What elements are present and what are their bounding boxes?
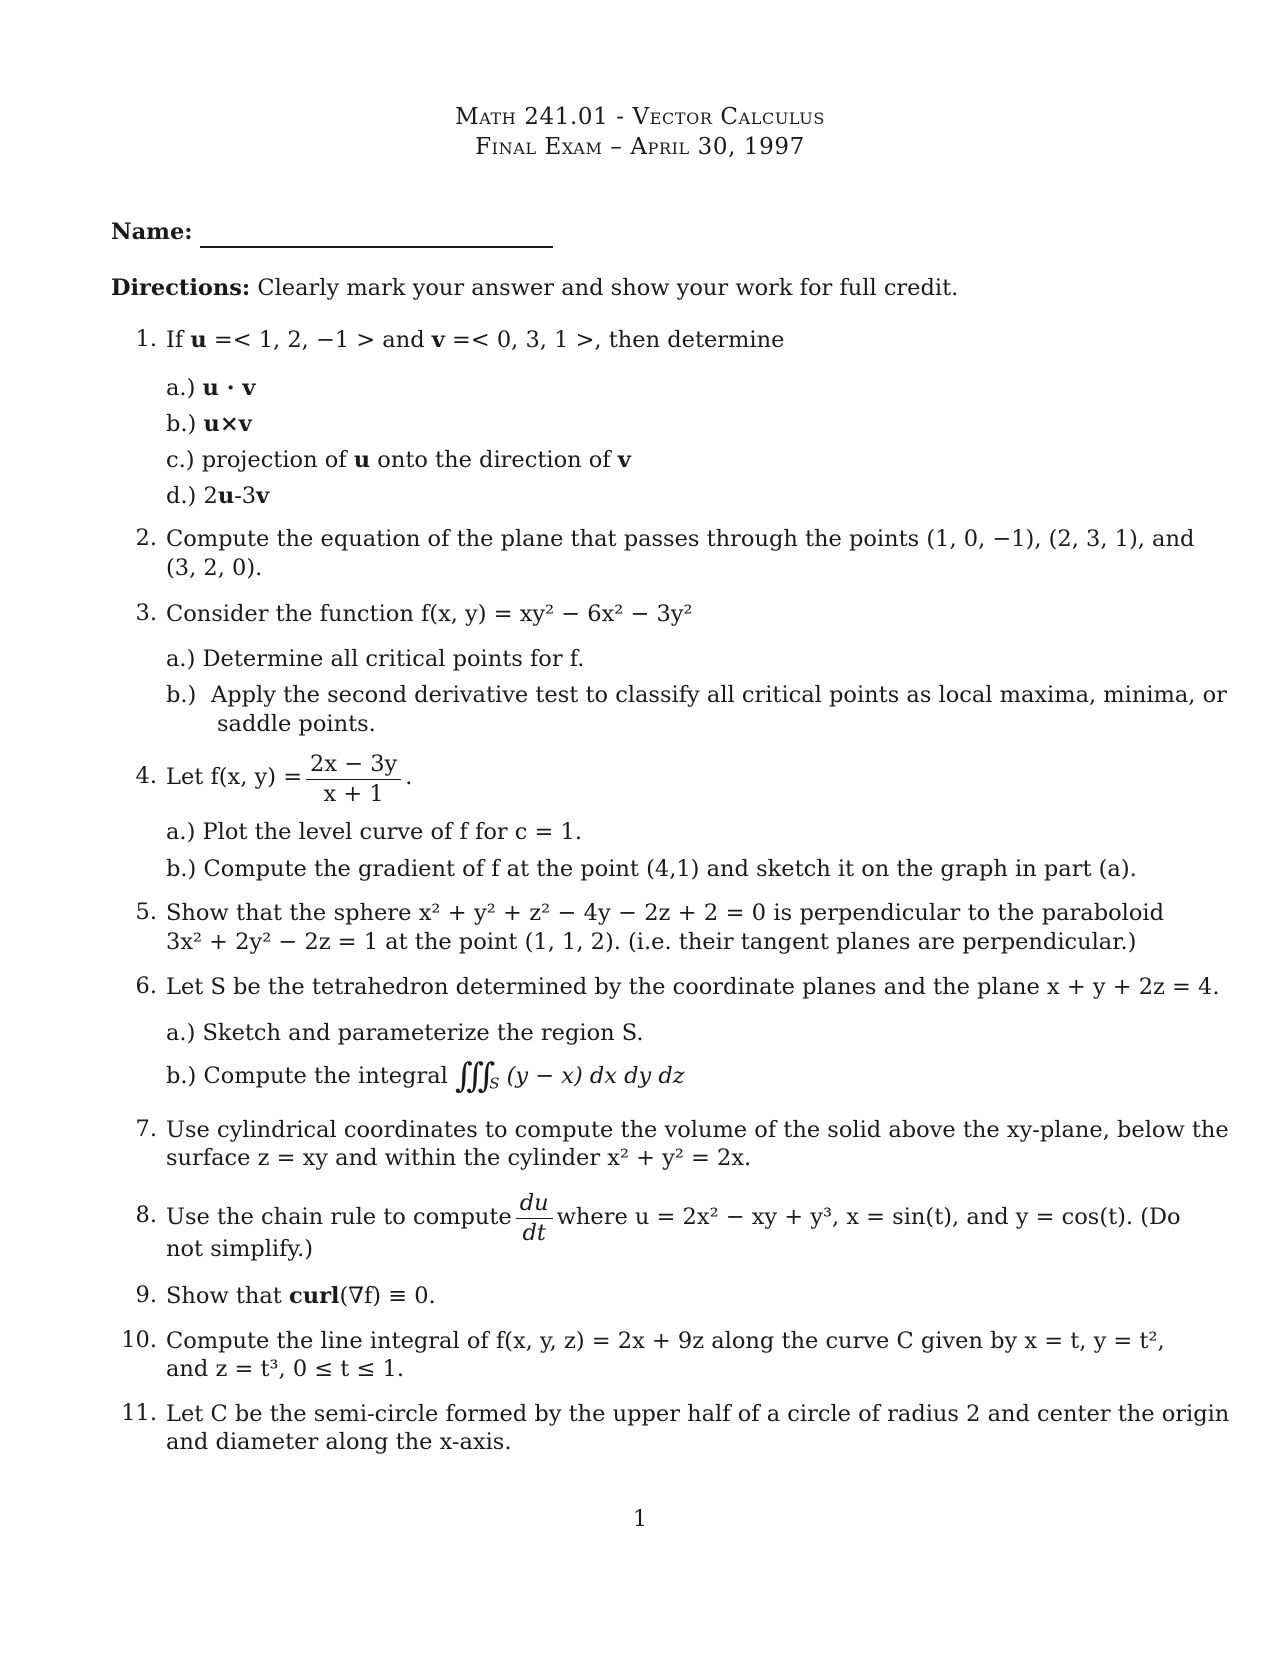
q11-number: 11. <box>121 1400 157 1426</box>
q4-part-a <box>166 818 582 847</box>
q1-part-d <box>166 482 269 511</box>
q8-line2: not simplify.) <box>166 1236 314 1262</box>
exam-title-line2: Final Exam – April 30, 1997 <box>475 134 805 160</box>
q9-number: 9. <box>135 1282 157 1308</box>
q6-a-text: Sketch and parameterize the region S. <box>202 1020 644 1046</box>
q9-pre: Show that <box>166 1283 290 1309</box>
q1-text-a: If <box>166 327 191 353</box>
q3-a-text: Determine all critical points for f. <box>202 646 585 672</box>
q6-b-label: b.) <box>166 1063 197 1089</box>
q3-text: Consider the function f(x, y) = xy² − 6x² − 3y² <box>166 601 693 627</box>
q8-fraction <box>516 1188 553 1247</box>
q1-d-u: u <box>217 483 235 509</box>
q8-post: where u = 2x² − xy + y³, x = sin(t), and y = cos(t). (Do <box>556 1204 1181 1230</box>
q1-v-val: =< 0, 3, 1 >, then determine <box>444 327 785 353</box>
q9-curl: curl <box>289 1283 340 1309</box>
q1-d-pre: 2 <box>203 483 218 509</box>
q1-a-label: a.) <box>166 375 196 401</box>
name-blank-line <box>200 246 553 248</box>
q6-text: Let S be the tetrahedron determined by the coordinate planes and the plane x + y + 2z = 4. <box>166 974 1220 1000</box>
q4-a-text: Plot the level curve of f for c = 1. <box>202 819 583 845</box>
q4-part-b <box>166 855 1137 884</box>
q4-number: 4. <box>135 763 157 789</box>
q1-c-pre: projection of <box>201 447 354 473</box>
q6-part-b <box>166 1056 685 1096</box>
q3-number: 3. <box>135 600 157 626</box>
q4-b-label: b.) <box>166 856 197 882</box>
q1-a-text: u · v <box>202 375 256 401</box>
directions <box>111 274 958 303</box>
q4-text <box>166 747 412 808</box>
q4-a-label: a.) <box>166 819 196 845</box>
q4-post: . <box>405 764 413 790</box>
directions-text: Clearly mark your answer and show your work for full credit. <box>257 275 959 301</box>
q8-denominator: dt <box>522 1219 546 1246</box>
q1-part-b <box>166 410 252 439</box>
q7-number: 7. <box>135 1116 157 1142</box>
q1-u-val: =< 1, 2, −1 > and <box>206 327 432 353</box>
q5-line1: Show that the sphere x² + y² + z² − 4y − 2z + 2 = 0 is perpendicular to the paraboloid <box>166 900 1164 926</box>
q5-number: 5. <box>135 899 157 925</box>
name-label: Name: <box>111 219 193 245</box>
q1-part-a <box>166 374 255 403</box>
q11-line1: Let C be the semi-circle formed by the upper half of a circle of radius 2 and center the origin <box>166 1401 1230 1427</box>
q6-triple-integral-symbol: ∭ <box>454 1056 490 1096</box>
q4-fraction <box>306 749 401 808</box>
q2-line2: (3, 2, 0). <box>166 555 263 581</box>
q1-b-text: u×v <box>203 411 252 437</box>
q4-denominator: x + 1 <box>323 780 384 807</box>
q3-part-b-line2: saddle points. <box>217 711 376 737</box>
q1-v: v <box>431 327 445 353</box>
q3-part-a <box>166 645 584 674</box>
q6-integral-subscript: S <box>489 1074 500 1093</box>
q1-c-v: v <box>617 447 631 473</box>
q2-number: 2. <box>135 525 157 551</box>
q3-part-b-label: b.) <box>166 682 197 708</box>
q10-number: 10. <box>121 1327 157 1353</box>
exam-title-line1: Math 241.01 - Vector Calculus <box>455 104 825 130</box>
q6-b-pre: Compute the integral <box>203 1063 448 1089</box>
q1-u: u <box>190 327 207 353</box>
q1-number: 1. <box>135 326 157 352</box>
q10-line2: and z = t³, 0 ≤ t ≤ 1. <box>166 1356 404 1382</box>
q2-line1: Compute the equation of the plane that passes through the points (1, 0, −1), (2, 3, 1), and <box>166 526 1195 552</box>
q6-number: 6. <box>135 973 157 999</box>
q1-c-u: u <box>353 447 371 473</box>
q6-integrand: (y − x) dx dy dz <box>506 1063 685 1089</box>
q1-b-label: b.) <box>166 411 197 437</box>
q4-b-text: Compute the gradient of f at the point (4,1) and sketch it on the graph in part (a). <box>203 856 1137 882</box>
page-number: 1 <box>633 1507 647 1532</box>
q6-a-label: a.) <box>166 1020 196 1046</box>
q9-post: (∇f) ≡ 0. <box>339 1283 436 1309</box>
q10-line1: Compute the line integral of f(x, y, z) = 2x + 9z along the curve C given by x = t, y = t², <box>166 1328 1165 1354</box>
q9-text <box>166 1282 436 1311</box>
q8-numerator: du <box>516 1188 553 1219</box>
q1-d-v: v <box>256 483 270 509</box>
q1-c-mid: onto the direction of <box>370 447 618 473</box>
q3-part-b-line1: Apply the second derivative test to classify all critical points as local maxima, minima, or <box>211 682 1227 708</box>
q1-d-label: d.) <box>166 483 197 509</box>
q3-a-label: a.) <box>166 646 196 672</box>
q1-part-c <box>166 446 631 475</box>
directions-label: Directions: <box>111 275 251 301</box>
q4-pre: Let f(x, y) = <box>166 764 303 790</box>
q8-pre: Use the chain rule to compute <box>166 1204 512 1230</box>
q6-part-a <box>166 1019 644 1048</box>
q7-line2: surface z = xy and within the cylinder x² + y² = 2x. <box>166 1145 752 1171</box>
q11-line2: and diameter along the x-axis. <box>166 1429 512 1455</box>
q7-line1: Use cylindrical coordinates to compute the volume of the solid above the xy-plane, below the <box>166 1117 1229 1143</box>
q1-text <box>166 326 784 355</box>
q4-numerator: 2x − 3y <box>306 749 401 780</box>
q8-number: 8. <box>135 1202 157 1228</box>
q1-c-label: c.) <box>166 447 195 473</box>
q5-line2: 3x² + 2y² − 2z = 1 at the point (1, 1, 2). (i.e. their tangent planes are perpendicular.) <box>166 929 1137 955</box>
q8-line1 <box>166 1187 1181 1247</box>
q1-d-mid: -3 <box>234 483 257 509</box>
